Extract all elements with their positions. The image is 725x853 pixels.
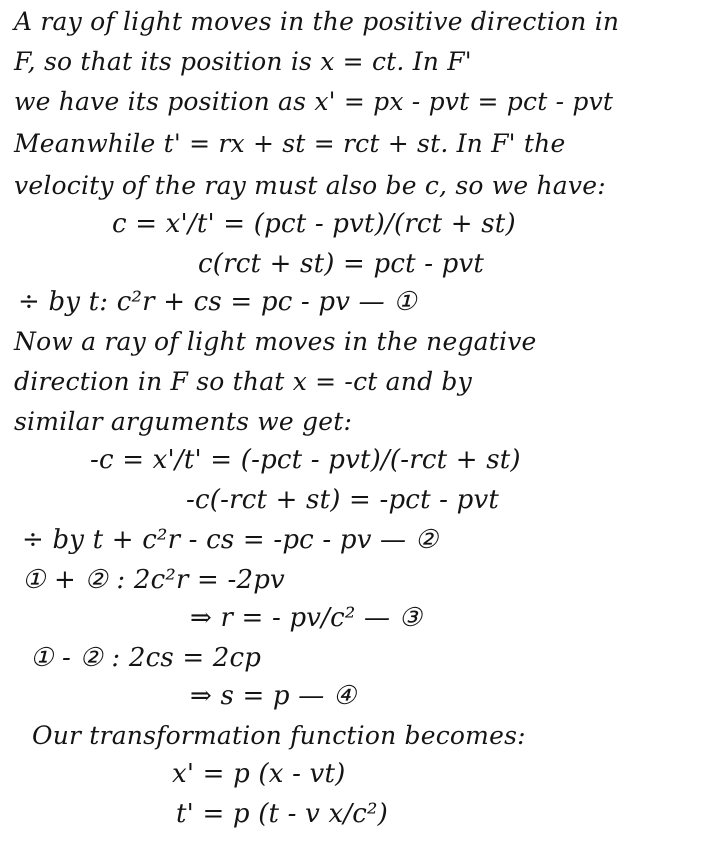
equation-line-6: c = x'/t' = (pct - pvt)/(rct + st) — [112, 209, 516, 239]
equation-line-17: ① - ② : 2cs = 2cp — [30, 643, 262, 673]
text-line-4: Meanwhile t' = rx + st = rct + st. In F' the — [14, 129, 566, 158]
text-line-9: Now a ray of light moves in the negative — [14, 327, 537, 356]
text-line-3: we have its position as x' = px - pvt = pct - pvt — [14, 87, 614, 116]
equation-line-16: ⇒ r = - pv/c² — ③ — [190, 603, 423, 633]
equation-line-14: ÷ by t + c²r - cs = -pc - pv — ② — [22, 525, 439, 555]
equation-line-18: ⇒ s = p — ④ — [190, 681, 357, 711]
text-line-2: F, so that its position is x = ct. In F' — [14, 47, 472, 76]
text-line-19: Our transformation function becomes: — [32, 721, 526, 750]
equation-line-20: x' = p (x - vt) — [172, 759, 346, 789]
equation-line-21: t' = p (t - v x/c²) — [176, 799, 389, 829]
equation-line-8: ÷ by t: c²r + cs = pc - pv — ① — [18, 287, 417, 317]
text-line-10: direction in F so that x = -ct and by — [14, 367, 472, 396]
equation-line-13: -c(-rct + st) = -pct - pvt — [186, 485, 500, 515]
equation-line-15: ① + ② : 2c²r = -2pv — [22, 565, 285, 595]
text-line-1: A ray of light moves in the positive direction in — [14, 7, 620, 36]
equation-line-12: -c = x'/t' = (-pct - pvt)/(-rct + st) — [90, 445, 521, 475]
text-line-11: similar arguments we get: — [14, 407, 353, 436]
text-line-5: velocity of the ray must also be c, so we have: — [14, 171, 606, 200]
equation-line-7: c(rct + st) = pct - pvt — [198, 249, 485, 279]
